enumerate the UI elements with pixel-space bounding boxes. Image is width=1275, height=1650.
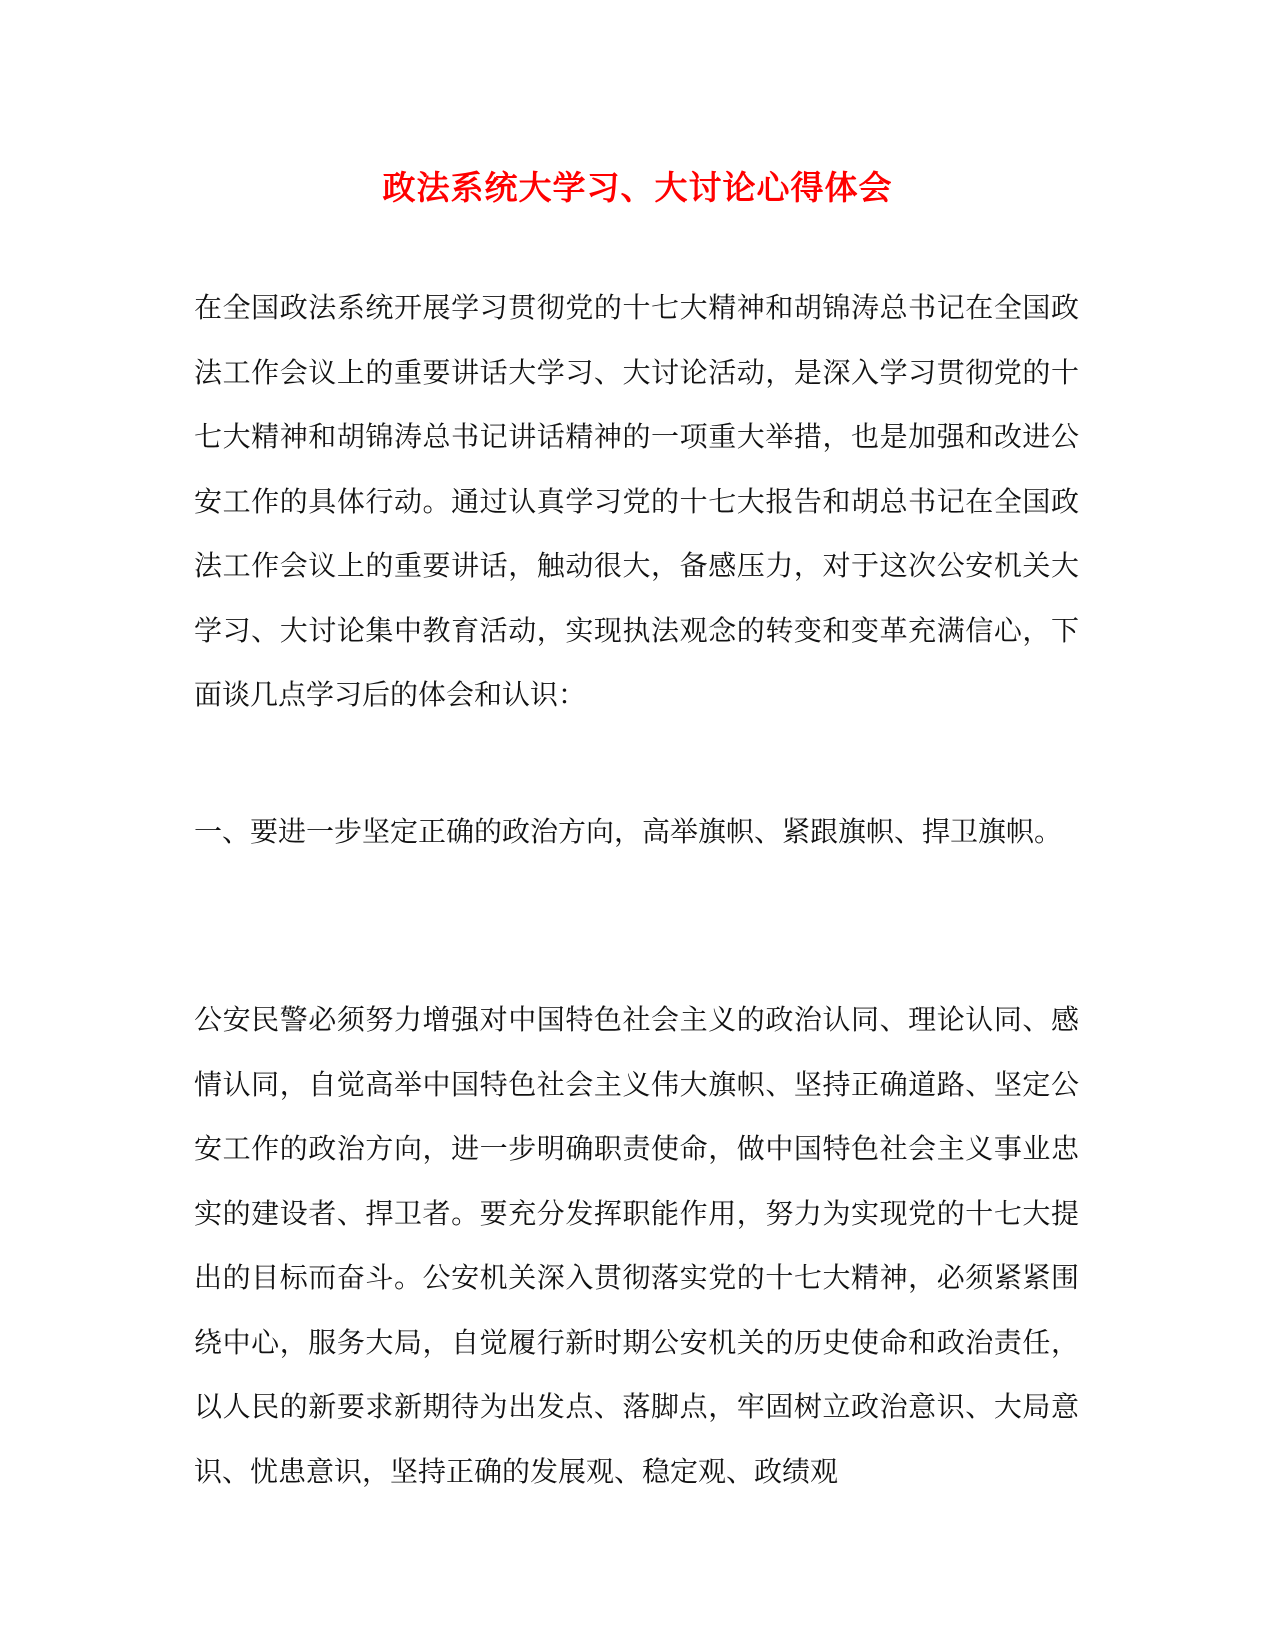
paragraph-intro: 在全国政法系统开展学习贯彻党的十七大精神和胡锦涛总书记在全国政法工作会议上的重要讲话大学习、大讨论活动，是深入学习贯彻党的十七大精神和胡锦涛总书记讲话精神的一项重大举措，也是加强和改进公安工作的具体行动。通过认真学习党的十七大报告和胡总书记在全国政法工作会议上的重要讲话，触动很大，备感压力，对于这次公安机关大学习、大讨论集中教育活动，实现执法观念的转变和变革充满信心，下面谈几点学习后的体会和认识： bbox=[194, 291, 1079, 711]
section-heading-one: 一、要进一步坚定正确的政治方向，高举旗帜、紧跟旗帜、捍卫旗帜。 bbox=[194, 815, 1063, 848]
document-title: 政法系统大学习、大讨论心得体会 bbox=[382, 168, 893, 207]
paragraph-section-one: 公安民警必须努力增强对中国特色社会主义的政治认同、理论认同、感情认同，自觉高举中国特色社会主义伟大旗帜、坚持正确道路、坚定公安工作的政治方向，进一步明确职责使命，做中国特色社会主义事业忠实的建设者、捍卫者。要充分发挥职能作用，努力为实现党的十七大提出的目标而奋斗。公安机关深入贯彻落实党的十七大精神，必须紧紧围绕中心，服务大局，自觉履行新时期公安机关的历史使命和政治责任，以人民的新要求新期待为出发点、落脚点，牢固树立政治意识、大局意识、忧患意识，坚持正确的发展观、稳定观、政绩观 bbox=[194, 1003, 1079, 1488]
